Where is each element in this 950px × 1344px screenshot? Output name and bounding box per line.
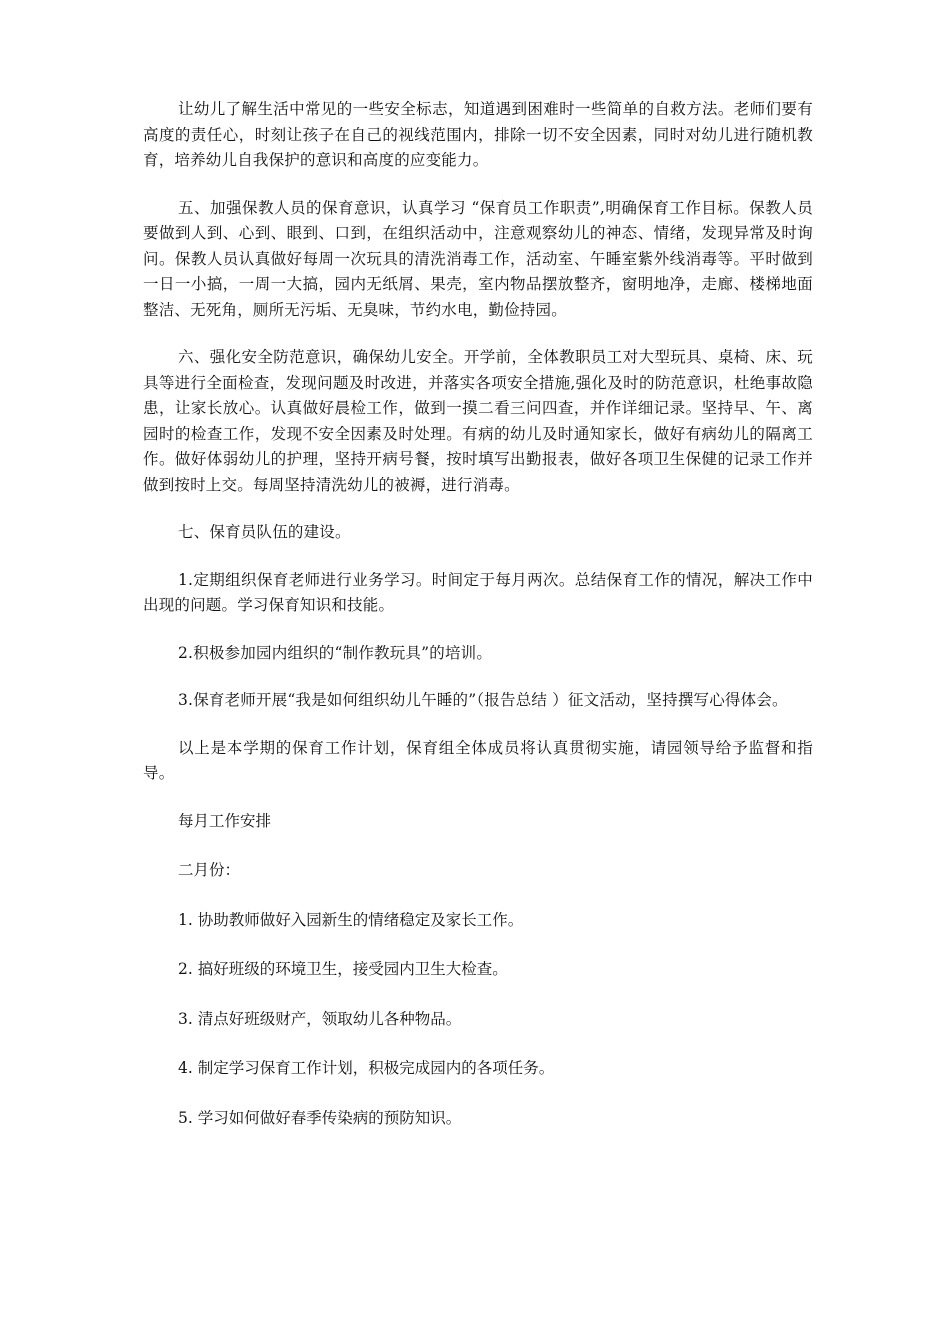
paragraph-item-2: 2.积极参加园内组织的“制作教玩具”的培训。 [178, 643, 493, 662]
document-page [143, 97, 813, 1155]
monthly-plan-title: 每月工作安排 [178, 811, 272, 830]
paragraph-section-7-heading: 七、保育员队伍的建设。 [178, 523, 351, 541]
february-item: 4. 制定学习保育工作计划，积极完成园内的各项任务。 [178, 1059, 555, 1077]
february-label: 二月份： [178, 861, 241, 879]
february-item: 5. 学习如何做好春季传染病的预防知识。 [178, 1108, 462, 1127]
paragraph-section-5: 五、加强保教人员的保育意识，认真学习 “保育员工作职责”,明确保育工作目标。保教人员要做到人到、心到、眼到、口到，在组织活动中，注意观察幼儿的神态、情绪，发现异常及时询问。保教人员认真做好每周一次玩具的清洗消毒工作，活动室、午睡室紫外线消毒等。平时做到一日一小搞，一周一大搞，园内无纸屑、果壳，室内物品摆放整齐，窗明地净，走廊、楼梯地面整洁、无死角，厕所无污垢、无臭味，节约水电，勤俭持园。 [143, 198, 813, 319]
paragraph-safety-signs: 让幼儿了解生活中常见的一些安全标志，知道遇到困难时一些简单的自救方法。老师们要有高度的责任心，时刻让孩子在自己的视线范围内，排除一切不安全因素，同时对幼儿进行随机教育，培养幼儿自我保护的意识和高度的应变能力。 [143, 100, 813, 169]
paragraph-item-1: 1.定期组织保育老师进行业务学习。时间定于每月两次。总结保育工作的情况，解决工作中出现的问题。学习保育知识和技能。 [143, 570, 813, 614]
february-item: 3. 清点好班级财产，领取幼儿各种物品。 [178, 1009, 462, 1028]
paragraph-conclusion: 以上是本学期的保育工作计划，保育组全体成员将认真贯彻实施，请园领导给予监督和指导。 [143, 738, 813, 782]
february-item: 2. 搞好班级的环境卫生，接受园内卫生大检查。 [178, 960, 508, 978]
paragraph-section-6: 六、强化安全防范意识，确保幼儿安全。开学前，全体教职员工对大型玩具、桌椅、床、玩具等进行全面检查，发现问题及时改进，并落实各项安全措施,强化及时的防范意识，杜绝事故隐患，让家长放心。认真做好晨检工作，做到一摸二看三问四查，并作详细记录。坚持早、午、离园时的检查工作，发现不安全因素及时处理。有病的幼儿及时通知家长，做好有病幼儿的隔离工作。做好体弱幼儿的护理，坚持开病号餐，按时填写出勤报表，做好各项卫生保健的记录工作并做到按时上交。每周坚持清洗幼儿的被褥，进行消毒。 [143, 348, 813, 494]
february-item: 1. 协助教师做好入园新生的情绪稳定及家长工作。 [178, 910, 524, 929]
paragraph-item-3: 3.保育老师开展“我是如何组织幼儿午睡的”（报告总结 ）征文活动，坚持撰写心得体会。 [178, 691, 788, 709]
